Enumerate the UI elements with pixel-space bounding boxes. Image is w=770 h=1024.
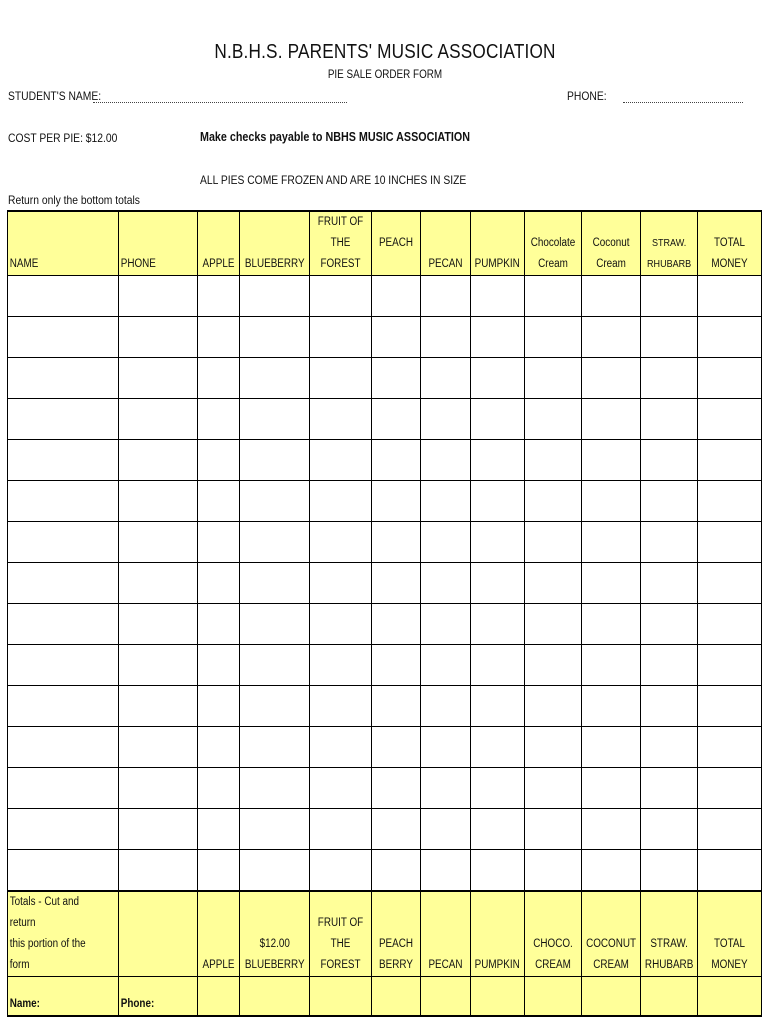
order-cell[interactable] [641, 440, 698, 481]
order-cell[interactable] [310, 850, 372, 892]
order-cell[interactable] [198, 440, 240, 481]
order-cell[interactable] [421, 358, 471, 399]
footer-cell[interactable] [310, 977, 372, 1017]
order-cell[interactable] [421, 768, 471, 809]
order-cell[interactable] [524, 850, 581, 892]
order-cell[interactable] [524, 276, 581, 317]
order-cell[interactable] [524, 645, 581, 686]
order-row [8, 604, 762, 645]
totals-pecan[interactable]: PECAN [421, 891, 471, 977]
order-cell[interactable] [421, 645, 471, 686]
order-cell[interactable] [240, 809, 310, 850]
order-cell[interactable] [421, 604, 471, 645]
order-cell[interactable] [581, 850, 640, 892]
order-cell[interactable] [240, 276, 310, 317]
order-cell[interactable] [8, 440, 119, 481]
order-cell[interactable] [581, 563, 640, 604]
order-cell[interactable] [310, 809, 372, 850]
order-row [8, 809, 762, 850]
order-cell[interactable] [119, 276, 198, 317]
order-cell[interactable] [240, 850, 310, 892]
order-cell[interactable] [198, 850, 240, 892]
order-cell[interactable] [698, 768, 762, 809]
order-cell[interactable] [524, 522, 581, 563]
order-cell[interactable] [240, 727, 310, 768]
order-cell[interactable] [581, 604, 640, 645]
order-cell[interactable] [471, 604, 524, 645]
order-cell[interactable] [581, 727, 640, 768]
order-cell[interactable] [8, 358, 119, 399]
order-cell[interactable] [240, 768, 310, 809]
order-cell[interactable] [581, 522, 640, 563]
order-cell[interactable] [372, 481, 421, 522]
order-cell[interactable] [119, 317, 198, 358]
order-cell[interactable] [524, 563, 581, 604]
order-cell[interactable] [581, 809, 640, 850]
order-cell[interactable] [310, 522, 372, 563]
order-cell[interactable] [524, 399, 581, 440]
order-cell[interactable] [421, 481, 471, 522]
col-coconut-cream: Coconut Cream [581, 211, 640, 276]
order-cell[interactable] [372, 358, 421, 399]
order-cell[interactable] [471, 727, 524, 768]
footer-name-cell[interactable]: Name: [8, 977, 119, 1017]
order-row [8, 645, 762, 686]
order-cell[interactable] [198, 727, 240, 768]
col-phone: PHONE [119, 211, 198, 276]
order-cell[interactable] [372, 809, 421, 850]
order-cell[interactable] [581, 399, 640, 440]
order-cell[interactable] [524, 481, 581, 522]
order-cell[interactable] [8, 317, 119, 358]
order-cell[interactable] [641, 399, 698, 440]
order-cell[interactable] [421, 522, 471, 563]
totals-apple[interactable]: APPLE [198, 891, 240, 977]
order-cell[interactable] [421, 686, 471, 727]
order-cell[interactable] [198, 768, 240, 809]
totals-label: Totals - Cut and return this portion of the form [8, 891, 119, 977]
order-row [8, 850, 762, 892]
order-cell[interactable] [119, 358, 198, 399]
order-cell[interactable] [698, 399, 762, 440]
order-cell[interactable] [698, 563, 762, 604]
order-cell[interactable] [198, 481, 240, 522]
order-cell[interactable] [641, 276, 698, 317]
order-cell[interactable] [240, 645, 310, 686]
order-cell[interactable] [421, 317, 471, 358]
order-cell[interactable] [581, 481, 640, 522]
order-cell[interactable] [119, 686, 198, 727]
footer-cell[interactable] [240, 977, 310, 1017]
col-blueberry: BLUEBERRY [240, 211, 310, 276]
order-cell[interactable] [119, 809, 198, 850]
phone-label: PHONE: [567, 89, 607, 103]
order-cell[interactable] [8, 399, 119, 440]
order-cell[interactable] [471, 645, 524, 686]
order-cell[interactable] [471, 440, 524, 481]
totals-choco-cream[interactable]: CHOCO. CREAM [524, 891, 581, 977]
order-cell[interactable] [198, 399, 240, 440]
col-pumpkin: PUMPKIN [471, 211, 524, 276]
order-cell[interactable] [8, 645, 119, 686]
order-cell[interactable] [581, 317, 640, 358]
student-name-field[interactable] [93, 102, 347, 103]
footer-cell[interactable] [372, 977, 421, 1017]
order-cell[interactable] [198, 563, 240, 604]
order-cell[interactable] [8, 768, 119, 809]
order-cell[interactable] [240, 604, 310, 645]
order-cell[interactable] [310, 604, 372, 645]
order-cell[interactable] [698, 686, 762, 727]
order-cell[interactable] [471, 563, 524, 604]
totals-straw-rhubarb[interactable]: STRAW. RHUBARB [641, 891, 698, 977]
order-cell[interactable] [240, 563, 310, 604]
order-cell[interactable] [310, 481, 372, 522]
order-row [8, 768, 762, 809]
order-cell[interactable] [8, 522, 119, 563]
order-cell[interactable] [8, 604, 119, 645]
order-cell[interactable] [119, 645, 198, 686]
order-cell[interactable] [421, 727, 471, 768]
order-cell[interactable] [310, 399, 372, 440]
order-cell[interactable] [471, 317, 524, 358]
order-cell[interactable] [471, 809, 524, 850]
order-cell[interactable] [198, 276, 240, 317]
order-cell[interactable] [8, 727, 119, 768]
order-cell[interactable] [119, 522, 198, 563]
order-cell[interactable] [524, 358, 581, 399]
order-cell[interactable] [119, 727, 198, 768]
order-cell[interactable] [421, 809, 471, 850]
order-cell[interactable] [310, 727, 372, 768]
order-cell[interactable] [471, 276, 524, 317]
order-cell[interactable] [581, 440, 640, 481]
order-cell[interactable] [421, 276, 471, 317]
col-fruit-of-the-forest: FRUIT OF THE FOREST [310, 211, 372, 276]
order-cell[interactable] [8, 686, 119, 727]
order-row [8, 522, 762, 563]
order-cell[interactable] [471, 686, 524, 727]
footer-cell[interactable] [198, 977, 240, 1017]
order-cell[interactable] [641, 522, 698, 563]
order-cell[interactable] [698, 645, 762, 686]
order-cell[interactable] [524, 317, 581, 358]
footer-phone-cell[interactable]: Phone: [119, 977, 198, 1017]
signature-row [8, 977, 762, 1017]
order-cell[interactable] [471, 358, 524, 399]
order-row [8, 727, 762, 768]
order-cell[interactable] [372, 317, 421, 358]
order-cell[interactable] [471, 399, 524, 440]
order-cell[interactable] [119, 440, 198, 481]
order-cell[interactable] [524, 768, 581, 809]
order-row [8, 481, 762, 522]
order-cell[interactable] [471, 850, 524, 892]
cost-per-pie: COST PER PIE: $12.00 [8, 131, 118, 145]
order-cell[interactable] [641, 768, 698, 809]
order-cell[interactable] [372, 522, 421, 563]
order-cell[interactable] [8, 850, 119, 892]
order-cell[interactable] [641, 604, 698, 645]
order-cell[interactable] [581, 358, 640, 399]
order-table [7, 210, 762, 1017]
order-cell[interactable] [698, 481, 762, 522]
order-cell[interactable] [641, 850, 698, 892]
order-cell[interactable] [524, 727, 581, 768]
order-cell[interactable] [8, 481, 119, 522]
order-cell[interactable] [524, 604, 581, 645]
col-total-money: TOTAL MONEY [698, 211, 762, 276]
totals-total-money[interactable]: TOTAL MONEY [698, 891, 762, 977]
order-cell[interactable] [8, 809, 119, 850]
footer-cell[interactable] [698, 977, 762, 1017]
order-cell[interactable] [581, 686, 640, 727]
order-row [8, 440, 762, 481]
order-cell[interactable] [641, 809, 698, 850]
order-cell[interactable] [698, 358, 762, 399]
order-cell[interactable] [198, 358, 240, 399]
order-cell[interactable] [421, 850, 471, 892]
order-cell[interactable] [119, 604, 198, 645]
order-cell[interactable] [240, 686, 310, 727]
order-cell[interactable] [524, 440, 581, 481]
order-cell[interactable] [240, 522, 310, 563]
order-cell[interactable] [581, 276, 640, 317]
order-cell[interactable] [8, 563, 119, 604]
footer-cell[interactable] [524, 977, 581, 1017]
order-cell[interactable] [372, 768, 421, 809]
order-cell[interactable] [372, 727, 421, 768]
order-cell[interactable] [198, 809, 240, 850]
order-cell[interactable] [698, 809, 762, 850]
order-cell[interactable] [471, 481, 524, 522]
checks-payable-note: Make checks payable to NBHS MUSIC ASSOCIATION [200, 130, 471, 144]
order-cell[interactable] [698, 440, 762, 481]
totals-peach-berry[interactable]: PEACH BERRY [372, 891, 421, 977]
order-cell[interactable] [310, 563, 372, 604]
totals-phone-cell[interactable] [119, 891, 198, 977]
col-apple: APPLE [198, 211, 240, 276]
order-cell[interactable] [198, 604, 240, 645]
order-cell[interactable] [240, 399, 310, 440]
order-cell[interactable] [8, 276, 119, 317]
order-cell[interactable] [641, 563, 698, 604]
order-cell[interactable] [641, 317, 698, 358]
order-cell[interactable] [119, 563, 198, 604]
order-cell[interactable] [471, 522, 524, 563]
order-cell[interactable] [310, 645, 372, 686]
footer-cell[interactable] [641, 977, 698, 1017]
order-cell[interactable] [641, 481, 698, 522]
order-row [8, 358, 762, 399]
order-row [8, 686, 762, 727]
order-cell[interactable] [372, 645, 421, 686]
order-row [8, 399, 762, 440]
order-cell[interactable] [421, 440, 471, 481]
order-cell[interactable] [372, 604, 421, 645]
order-row [8, 276, 762, 317]
order-cell[interactable] [698, 317, 762, 358]
order-cell[interactable] [310, 317, 372, 358]
footer-cell[interactable] [471, 977, 524, 1017]
order-cell[interactable] [581, 768, 640, 809]
return-note: Return only the bottom totals [8, 193, 140, 207]
order-row [8, 563, 762, 604]
totals-coconut-cream[interactable]: COCONUT CREAM [581, 891, 640, 977]
order-cell[interactable] [581, 645, 640, 686]
order-cell[interactable] [372, 850, 421, 892]
order-cell[interactable] [471, 768, 524, 809]
header-row [8, 211, 762, 276]
order-cell[interactable] [310, 440, 372, 481]
order-cell[interactable] [372, 276, 421, 317]
col-chocolate-cream: Chocolate Cream [524, 211, 581, 276]
col-straw-rhubarb: STRAW. RHUBARB [641, 211, 698, 276]
order-cell[interactable] [641, 358, 698, 399]
order-cell[interactable] [641, 645, 698, 686]
student-name-label: STUDENT'S NAME: [8, 89, 102, 103]
order-cell[interactable] [524, 809, 581, 850]
order-cell[interactable] [119, 399, 198, 440]
order-cell[interactable] [119, 850, 198, 892]
order-cell[interactable] [641, 686, 698, 727]
order-cell[interactable] [372, 563, 421, 604]
order-cell[interactable] [310, 686, 372, 727]
order-cell[interactable] [310, 768, 372, 809]
footer-cell[interactable] [421, 977, 471, 1017]
form-subtitle: PIE SALE ORDER FORM [327, 69, 443, 81]
order-cell[interactable] [240, 317, 310, 358]
order-cell[interactable] [310, 358, 372, 399]
phone-field[interactable] [623, 102, 743, 103]
order-cell[interactable] [698, 604, 762, 645]
order-cell[interactable] [198, 317, 240, 358]
col-peach: PEACH [372, 211, 421, 276]
totals-blueberry[interactable]: $12.00 BLUEBERRY [240, 891, 310, 977]
order-cell[interactable] [372, 399, 421, 440]
order-cell[interactable] [119, 481, 198, 522]
form-title: N.B.H.S. PARENTS' MUSIC ASSOCIATION [214, 41, 556, 63]
footer-cell[interactable] [581, 977, 640, 1017]
totals-pumpkin[interactable]: PUMPKIN [471, 891, 524, 977]
order-cell[interactable] [421, 399, 471, 440]
order-cell[interactable] [698, 276, 762, 317]
order-cell[interactable] [372, 440, 421, 481]
order-cell[interactable] [198, 522, 240, 563]
order-cell[interactable] [698, 850, 762, 892]
order-cell[interactable] [524, 686, 581, 727]
order-cell[interactable] [698, 522, 762, 563]
order-cell[interactable] [240, 440, 310, 481]
order-cell[interactable] [119, 768, 198, 809]
col-pecan: PECAN [421, 211, 471, 276]
order-cell[interactable] [421, 563, 471, 604]
order-cell[interactable] [698, 727, 762, 768]
order-cell[interactable] [198, 645, 240, 686]
order-cell[interactable] [310, 276, 372, 317]
order-cell[interactable] [240, 481, 310, 522]
order-cell[interactable] [198, 686, 240, 727]
order-row [8, 317, 762, 358]
order-cell[interactable] [641, 727, 698, 768]
order-cell[interactable] [372, 686, 421, 727]
col-name: NAME [8, 211, 119, 276]
frozen-note: ALL PIES COME FROZEN AND ARE 10 INCHES IN SIZE [200, 173, 467, 187]
order-cell[interactable] [240, 358, 310, 399]
totals-fruit-of-the-forest[interactable]: FRUIT OF THE FOREST [310, 891, 372, 977]
totals-row [8, 891, 762, 977]
